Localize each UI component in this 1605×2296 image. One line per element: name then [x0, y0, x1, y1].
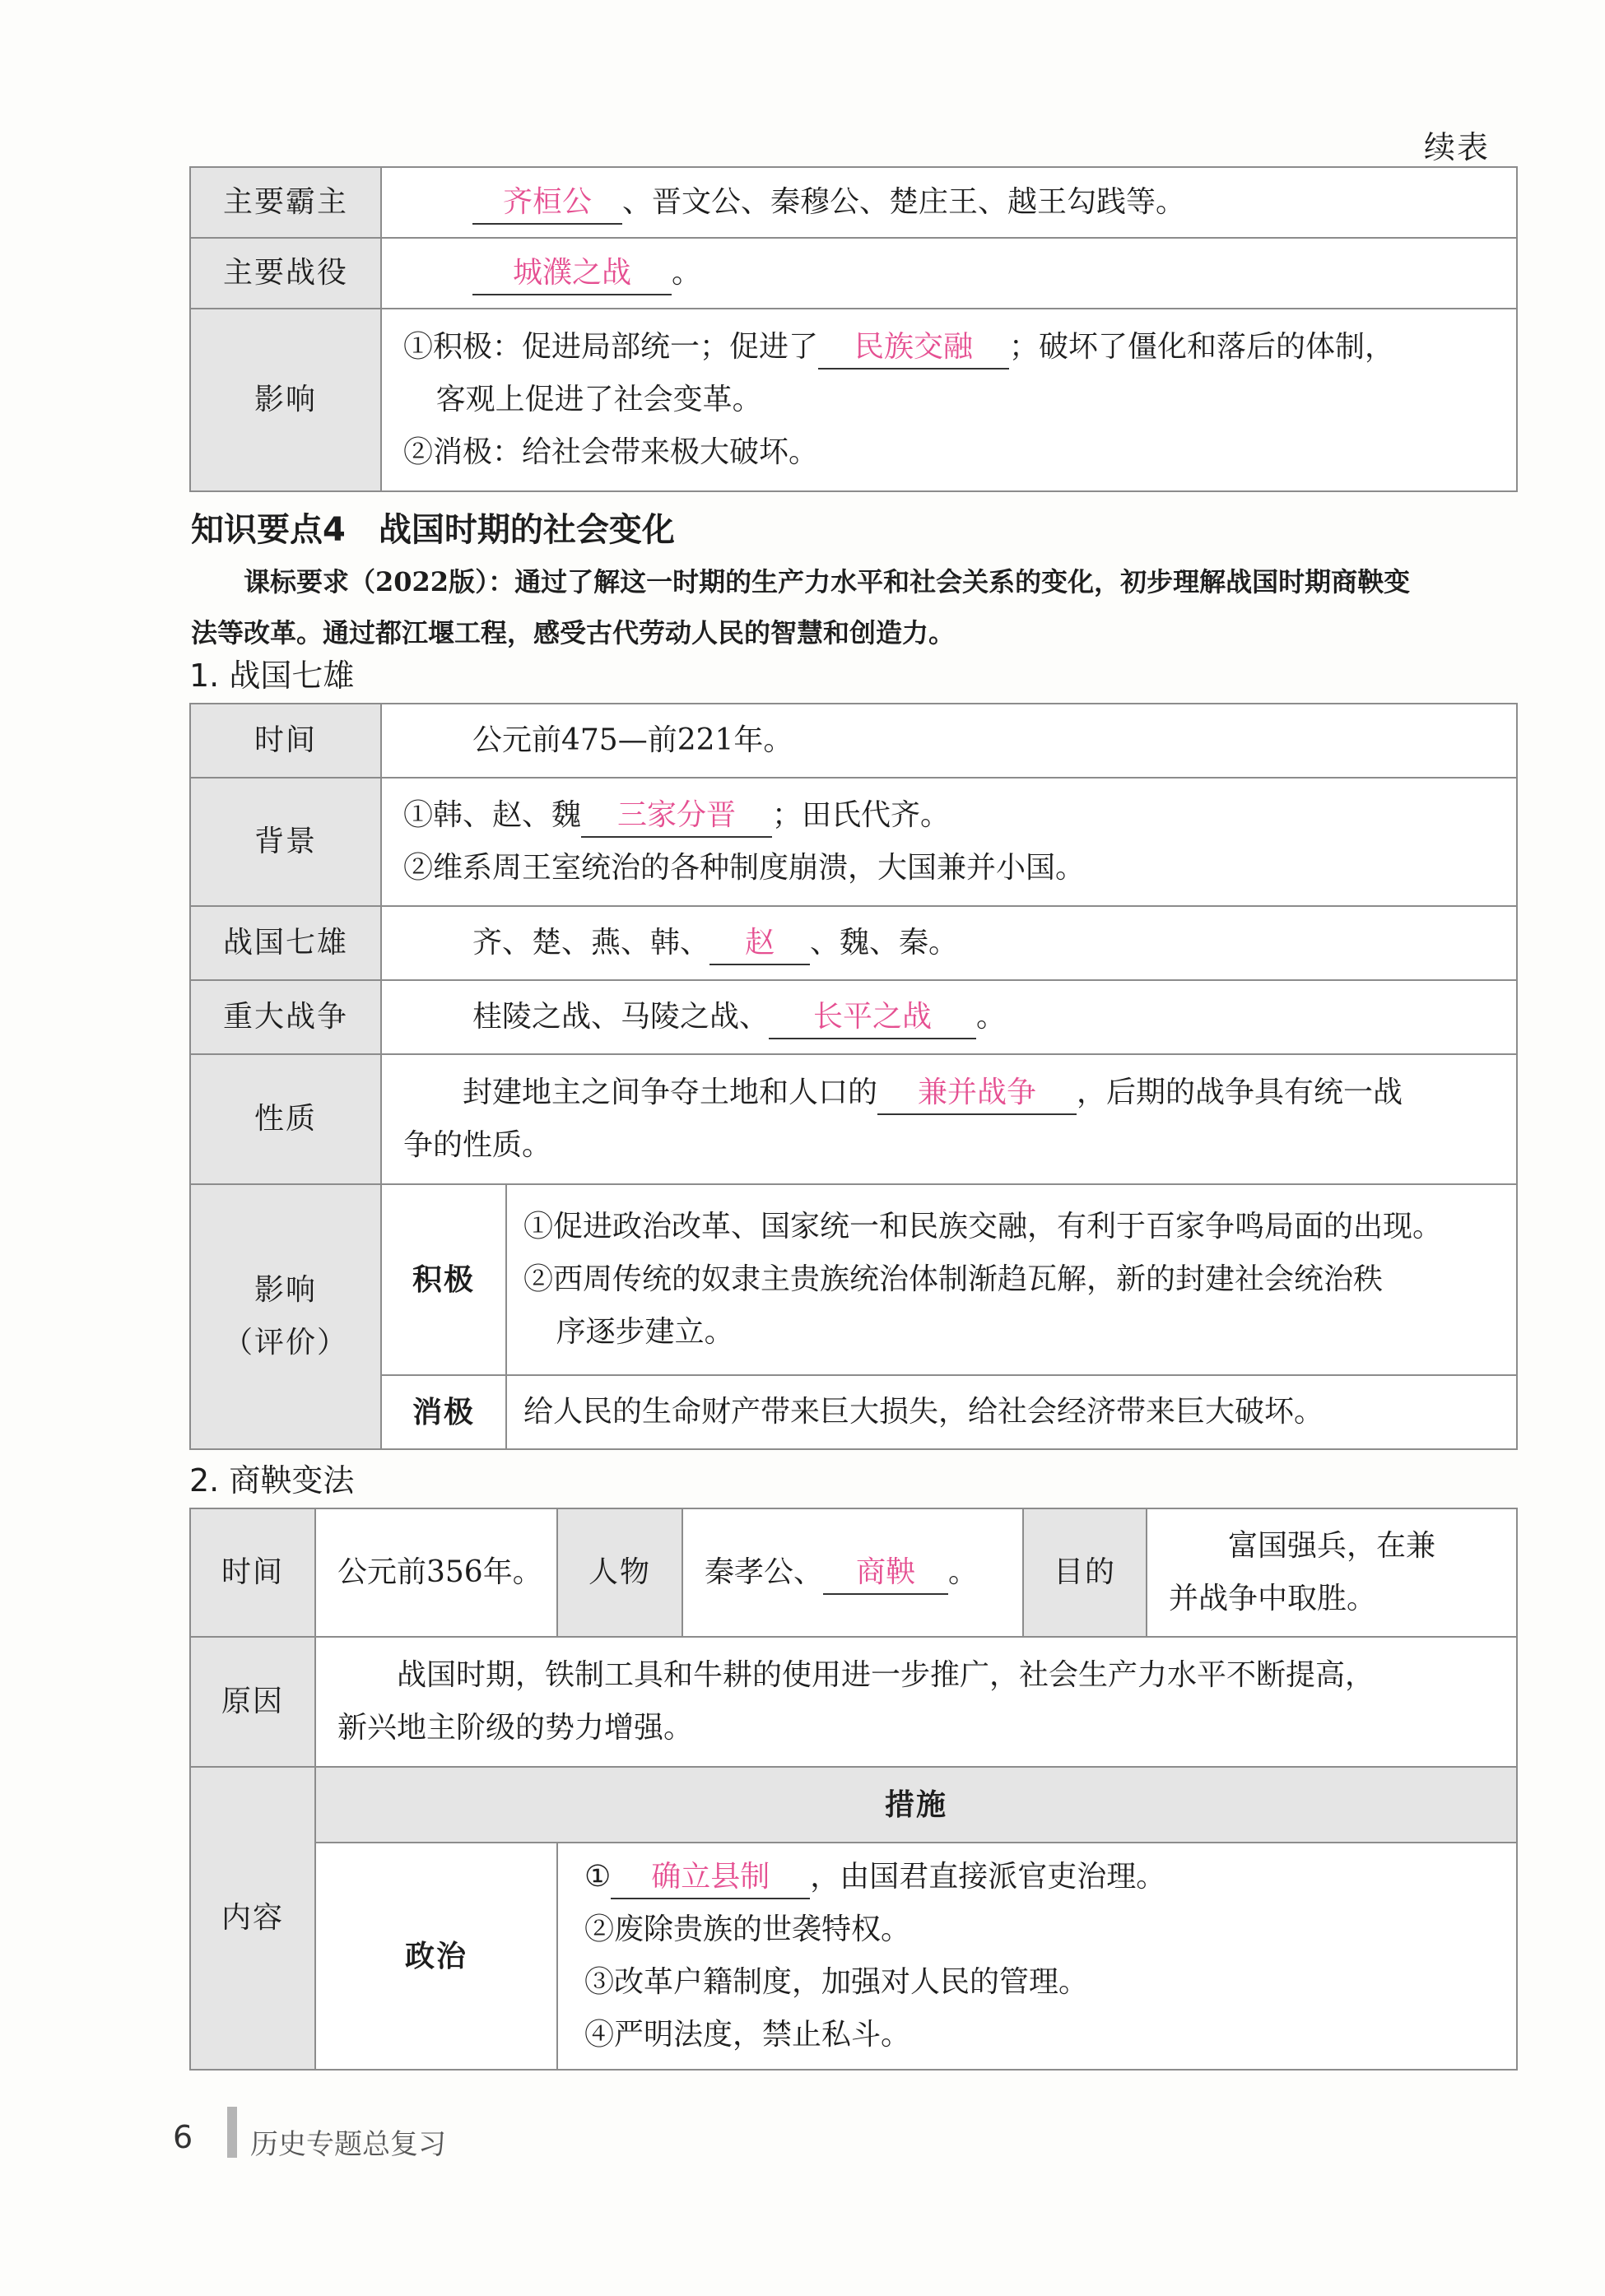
- table-row: [190, 704, 1517, 778]
- row-label: 影响: [190, 309, 381, 491]
- section-title: 知识要点4 战国时期的社会变化: [191, 511, 675, 549]
- row-label: 性质: [190, 1054, 381, 1184]
- warring-states-table: [189, 703, 1518, 1450]
- text: 客观上促进了社会变革。: [435, 383, 762, 416]
- continued-label: 续表: [1423, 129, 1490, 165]
- politics-label: 政治: [315, 1843, 557, 2070]
- text: 公元前475—前221年。: [472, 723, 793, 757]
- purpose-label: 目的: [1023, 1508, 1147, 1637]
- text: ②废除贵族的世袭特权。: [584, 1913, 911, 1946]
- text: 争的性质。: [403, 1128, 552, 1162]
- row-label: 时间: [190, 704, 381, 778]
- text: 。: [976, 1000, 1007, 1034]
- book-title: 历史专题总复习: [250, 2128, 446, 2161]
- requirement-line: 课标要求（2022版）：通过了解这一时期的生产力水平和社会关系的变化，初步理解战国时期商鞅变: [244, 566, 1411, 597]
- subsection-title: 2. 商鞅变法: [189, 1462, 355, 1499]
- text: 并战争中取胜。: [1169, 1582, 1377, 1615]
- answer-blank: 齐桓公: [472, 182, 622, 225]
- table-row: [190, 906, 1517, 980]
- text: ②维系周王室统治的各种制度崩溃，大国兼并小国。: [403, 851, 1086, 885]
- text: ；破坏了僵化和落后的体制，: [1009, 330, 1395, 364]
- impact-label: [190, 1184, 381, 1449]
- text: ，后期的战争具有统一战: [1077, 1076, 1403, 1109]
- curriculum-requirement: [191, 556, 1508, 658]
- answer-blank: 赵: [709, 923, 810, 965]
- table-row: [190, 980, 1517, 1054]
- answer-blank: 商鞅: [823, 1552, 948, 1595]
- answer-blank: 城濮之战: [472, 253, 672, 295]
- text: 秦孝公、: [705, 1555, 824, 1589]
- shang-yang-table: [189, 1508, 1518, 2071]
- table-row: [190, 1637, 1517, 1767]
- cause-label: 原因: [190, 1637, 315, 1767]
- hegemony-table: [189, 166, 1518, 492]
- table-row: [190, 1375, 1517, 1449]
- answer-blank: 确立县制: [611, 1857, 810, 1899]
- positive-content: [506, 1184, 1517, 1375]
- text: ②西周传统的奴隶主贵族统治体制渐趋瓦解，新的封建社会统治秩: [523, 1262, 1384, 1296]
- row-content: [381, 238, 1517, 309]
- table-row: [190, 778, 1517, 906]
- time-value: 公元前356年。: [315, 1508, 557, 1637]
- table-row: [190, 1508, 1517, 1637]
- text: （评价）: [222, 1326, 348, 1359]
- positive-label: 积极: [381, 1184, 506, 1375]
- row-content: [381, 167, 1517, 238]
- text: ④严明法度，禁止私斗。: [584, 2018, 911, 2052]
- row-content: [381, 1054, 1517, 1184]
- row-label: 重大战争: [190, 980, 381, 1054]
- text: 战国时期，铁制工具和牛耕的使用进一步推广，社会生产力水平不断提高，: [397, 1658, 1375, 1692]
- content-label: 内容: [190, 1767, 315, 2070]
- table-row: [190, 1843, 1517, 2070]
- text: ，由国君直接派官吏治理。: [810, 1860, 1166, 1894]
- row-text: 。: [672, 256, 702, 290]
- footer-divider: [227, 2107, 237, 2158]
- table-row: [190, 1184, 1517, 1375]
- table-row: [190, 309, 1517, 491]
- person-label: 人物: [557, 1508, 682, 1637]
- row-content: [381, 906, 1517, 980]
- text: ①促进政治改革、国家统一和民族交融，有利于百家争鸣局面的出现。: [523, 1210, 1443, 1243]
- negative-content: [506, 1375, 1517, 1449]
- text: ；田氏代齐。: [772, 798, 951, 832]
- measures-header: 措施: [315, 1767, 1517, 1843]
- requirement-line: 法等改革。通过都江堰工程，感受古代劳动人民的智慧和创造力。: [191, 617, 956, 648]
- cause-content: [315, 1637, 1517, 1767]
- row-content: [381, 309, 1517, 491]
- text: 新兴地主阶级的势力增强。: [337, 1711, 694, 1745]
- page-number: 6: [173, 2119, 193, 2155]
- table-row: [190, 1054, 1517, 1184]
- text: 。: [948, 1555, 979, 1589]
- negative-label: 消极: [381, 1375, 506, 1449]
- row-label: 背景: [190, 778, 381, 906]
- text: ②消极：给社会带来极大破坏。: [403, 435, 819, 469]
- row-label: 主要霸主: [190, 167, 381, 238]
- row-text: 、晋文公、秦穆公、楚庄王、越王勾践等。: [622, 185, 1186, 219]
- time-label: 时间: [190, 1508, 315, 1637]
- text: 封建地主之间争夺土地和人口的: [463, 1076, 878, 1109]
- subsection-title: 1. 战国七雄: [189, 658, 355, 694]
- answer-blank: 三家分晋: [581, 795, 772, 838]
- text: ③改革户籍制度，加强对人民的管理。: [584, 1965, 1089, 1999]
- answer-blank: 长平之战: [769, 997, 976, 1039]
- purpose-value: [1147, 1508, 1517, 1637]
- row-label: 主要战役: [190, 238, 381, 309]
- row-content: [381, 980, 1517, 1054]
- text: 桂陵之战、马陵之战、: [472, 1000, 770, 1034]
- row-label: 战国七雄: [190, 906, 381, 980]
- text: 、魏、秦。: [810, 926, 959, 960]
- text: 富国强兵，在兼: [1228, 1529, 1436, 1563]
- person-value: [682, 1508, 1023, 1637]
- text: ①: [584, 1860, 612, 1894]
- text: 齐、楚、燕、韩、: [472, 926, 710, 960]
- text: 影响: [254, 1273, 317, 1307]
- table-row: [190, 1767, 1517, 1843]
- text: ①韩、赵、魏: [403, 798, 582, 832]
- text: ①积极：促进局部统一；促进了: [403, 330, 819, 364]
- table-row: [190, 238, 1517, 309]
- row-content: [381, 704, 1517, 778]
- answer-blank: 兼并战争: [877, 1072, 1077, 1115]
- row-content: [381, 778, 1517, 906]
- table-row: [190, 167, 1517, 238]
- politics-content: [557, 1843, 1517, 2070]
- text: 给人民的生命财产带来巨大损失，给社会经济带来巨大破坏。: [523, 1395, 1324, 1429]
- text: 序逐步建立。: [556, 1315, 734, 1349]
- answer-blank: 民族交融: [818, 327, 1009, 369]
